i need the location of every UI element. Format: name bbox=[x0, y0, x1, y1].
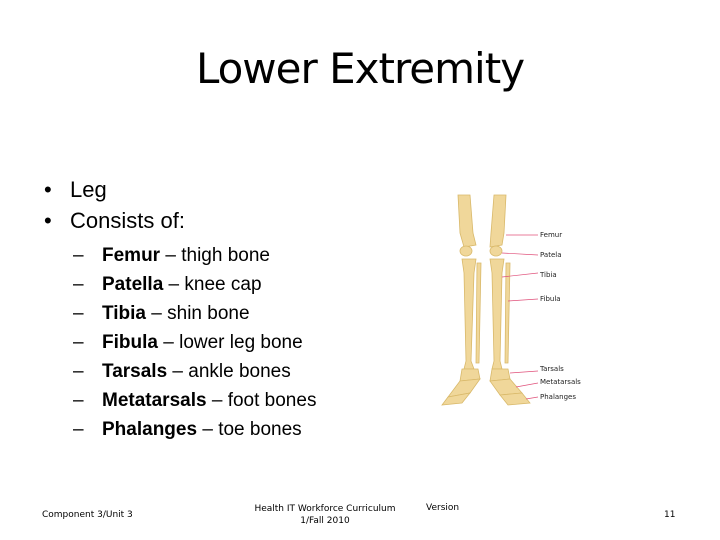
left-leg-bones bbox=[442, 195, 481, 405]
phalanges-bones bbox=[500, 393, 530, 405]
figure-labels bbox=[539, 231, 581, 401]
bone-list-item bbox=[73, 270, 316, 299]
bullet-list bbox=[44, 174, 185, 236]
bone-term: Patella bbox=[102, 274, 164, 295]
phalanges-pointer bbox=[526, 397, 538, 399]
dash-glyph: – bbox=[73, 332, 84, 353]
bone-desc: lower leg bone bbox=[179, 332, 303, 353]
bone-term: Tibia bbox=[102, 303, 146, 324]
metatarsals-label: Metatarsals bbox=[540, 378, 581, 386]
femur-bone bbox=[458, 195, 476, 247]
tibia-bone bbox=[462, 259, 476, 369]
bone-desc: thigh bone bbox=[181, 245, 270, 266]
patella-label: Patela bbox=[540, 251, 562, 259]
dash-glyph: – bbox=[73, 361, 84, 382]
footer-curriculum bbox=[250, 503, 400, 527]
bone-list bbox=[73, 241, 316, 444]
bone-term: Femur bbox=[102, 245, 161, 266]
bullet-item bbox=[44, 205, 185, 236]
bone-list-item bbox=[73, 328, 316, 357]
sep: – bbox=[168, 274, 180, 295]
patella-bone bbox=[460, 246, 472, 256]
bone-list-item bbox=[73, 357, 316, 386]
bone-desc: knee cap bbox=[184, 274, 262, 295]
fibula-bone bbox=[505, 263, 510, 363]
bone-term: Metatarsals bbox=[102, 390, 207, 411]
femur-label: Femur bbox=[540, 231, 563, 239]
bullet-glyph: • bbox=[44, 208, 52, 233]
tibia-label: Tibia bbox=[540, 271, 557, 279]
bullet-text: Consists of: bbox=[70, 208, 185, 233]
bone-term: Tarsals bbox=[102, 361, 168, 382]
metatarsals-pointer bbox=[516, 383, 538, 387]
slide-title: Lower Extremity bbox=[195, 44, 525, 93]
fibula-bone bbox=[476, 263, 481, 363]
sep: – bbox=[172, 361, 183, 382]
bone-list-item bbox=[73, 386, 316, 415]
dash-glyph: – bbox=[73, 390, 84, 411]
dash-glyph: – bbox=[73, 303, 84, 324]
bullet-glyph: • bbox=[44, 177, 52, 202]
footer-curriculum-line1: Health IT Workforce Curriculum bbox=[254, 504, 396, 514]
sep: – bbox=[151, 303, 162, 324]
bone-desc: shin bone bbox=[167, 303, 250, 324]
bone-list-item bbox=[73, 415, 316, 444]
bullet-text: Leg bbox=[70, 177, 107, 202]
patella-pointer bbox=[502, 253, 538, 255]
tarsals-pointer bbox=[510, 371, 538, 373]
bone-term: Fibula bbox=[102, 332, 158, 353]
bone-term: Phalanges bbox=[102, 419, 198, 440]
sep: – bbox=[202, 419, 213, 440]
footer-version: Version bbox=[426, 503, 460, 513]
sep: – bbox=[211, 390, 223, 411]
bone-desc: foot bones bbox=[227, 390, 317, 411]
sep: – bbox=[163, 332, 174, 353]
sep: – bbox=[165, 245, 176, 266]
patella-bone bbox=[490, 246, 502, 256]
leg-skeleton-illustration bbox=[440, 193, 590, 413]
footer-component: Component 3/Unit 3 bbox=[42, 510, 133, 520]
dash-glyph: – bbox=[73, 419, 84, 440]
fibula-label: Fibula bbox=[540, 295, 561, 303]
leg-skeleton-figure bbox=[440, 193, 590, 413]
femur-bone bbox=[490, 195, 506, 247]
bullet-item bbox=[44, 174, 185, 205]
bone-list-item bbox=[73, 241, 316, 270]
footer-curriculum-line2: 1/Fall 2010 bbox=[300, 516, 350, 526]
page-number: 11 bbox=[664, 510, 676, 520]
bone-list-item bbox=[73, 299, 316, 328]
tibia-bone bbox=[490, 259, 504, 369]
dash-glyph: – bbox=[73, 274, 84, 295]
bone-desc: toe bones bbox=[218, 419, 302, 440]
bone-desc: ankle bones bbox=[188, 361, 291, 382]
fibula-pointer bbox=[508, 299, 538, 301]
tarsals-label: Tarsals bbox=[540, 365, 564, 373]
dash-glyph: – bbox=[73, 245, 84, 266]
phalanges-label: Phalanges bbox=[540, 393, 577, 401]
